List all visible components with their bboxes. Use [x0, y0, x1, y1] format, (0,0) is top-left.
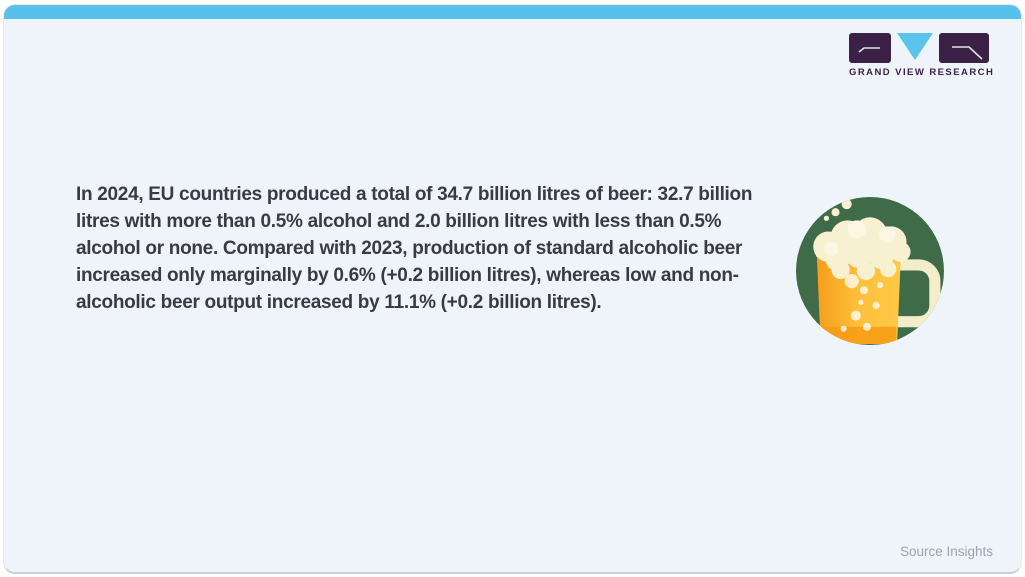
grand-view-research-logo [849, 32, 995, 78]
source-label: Source Insights [899, 544, 993, 559]
logo-wordmark: GRAND VIEW RESEARCH [849, 67, 995, 78]
insight-card [3, 4, 1022, 574]
insight-paragraph: In 2024, EU countries produced a total of 34.7 billion litres of beer: 32.7 billion litres with more than 0.5% alcohol and 2.0 billion litres with less than 0.5% alcohol or none. Compared with 2023, production of standard alcoholic beer increased only marginally by 0.6% (+0.2 billion litres), whereas low and non-alcoholic beer output increased by 11.1% (+0.2 billion litres). [76, 184, 753, 313]
beer-mug-icon [795, 196, 945, 346]
gvr-logo-icon [849, 32, 989, 64]
top-accent-bar [4, 5, 1021, 19]
